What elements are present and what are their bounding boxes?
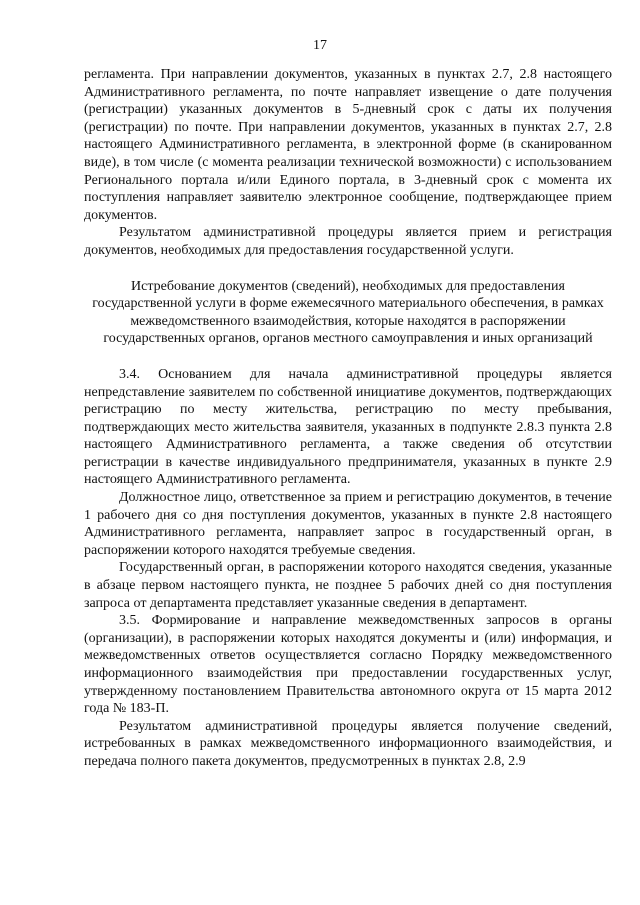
paragraph-7: Результатом административной процедуры является получение сведений, истребованных в рамках межведомственного информационного взаимодействия, и передача полного пакета документов, предусмотренных в пунктах 2.8, 2.9	[84, 718, 612, 769]
section-heading: Истребование документов (сведений), необходимых для предоставления государственной услуги в форме ежемесячного материального обеспечения, в рамках межведомственного взаимодействия, которые находятся в распоряжении государственных органов, органов местного самоуправления и иных организаций	[92, 278, 604, 347]
paragraph-2: Результатом административной процедуры является прием и регистрация документов, необходимых для предоставления государственной услуги.	[84, 225, 612, 258]
paragraph-3: 3.4. Основанием для начала административной процедуры является непредставление заявителем по собственной инициативе документов, подтверждающих регистрацию по месту жительства, регистрацию по месту пребывания, подтверждающих место жительства заявителя, указанных в подпункте 2.8.3 пункта 2.8 настоящего Административного регламента, а также сведения об отсутствии регистрации в качестве индивидуального предпринимателя, указанных в пункте 2.9 настоящего Административного регламента.	[84, 366, 612, 488]
paragraph-1: регламента. При направлении документов, указанных в пунктах 2.7, 2.8 настоящего Административного регламента, по почте направляет извещение о дате получения (регистрации) указанных документов в 5-дневный срок с даты их получения (регистрации) по почте. При направлении документов, указанных в пунктах 2.7, 2.8 настоящего Административного регламента, в электронной форме (в сканированном виде), в том числе (с момента реализации технической возможности) с использованием Регионального портала и/или Единого портала, в 3-дневный срок с момента их поступления направляет заявителю электронное сообщение, подтверждающее прием документов.	[84, 67, 612, 223]
page-number: 17	[313, 38, 327, 53]
paragraph-5: Государственный орган, в распоряжении которого находятся сведения, указанные в абзаце первом настоящего пункта, не позднее 5 рабочих дней со дня поступления запроса от департамента представляет указанные сведения в департамент.	[84, 560, 612, 611]
document-body	[84, 66, 612, 771]
paragraph-4: Должностное лицо, ответственное за прием и регистрацию документов, в течение 1 рабочего дня со дня поступления документов, указанных в пункте 2.8 настоящего Административного регламента, направляет запрос в государственный орган, в распоряжении которого находятся требуемые сведения.	[84, 490, 612, 558]
paragraph-6: 3.5. Формирование и направление межведомственных запросов в органы (организации), в распоряжении которых находятся документы и (или) информация, и межведомственных ответов осуществляется согласно Порядку межведомственного информационного взаимодействия при предоставлении государственных услуг, утвержденному постановлением Правительства автономного округа от 15 марта 2012 года № 183-П.	[84, 613, 612, 717]
